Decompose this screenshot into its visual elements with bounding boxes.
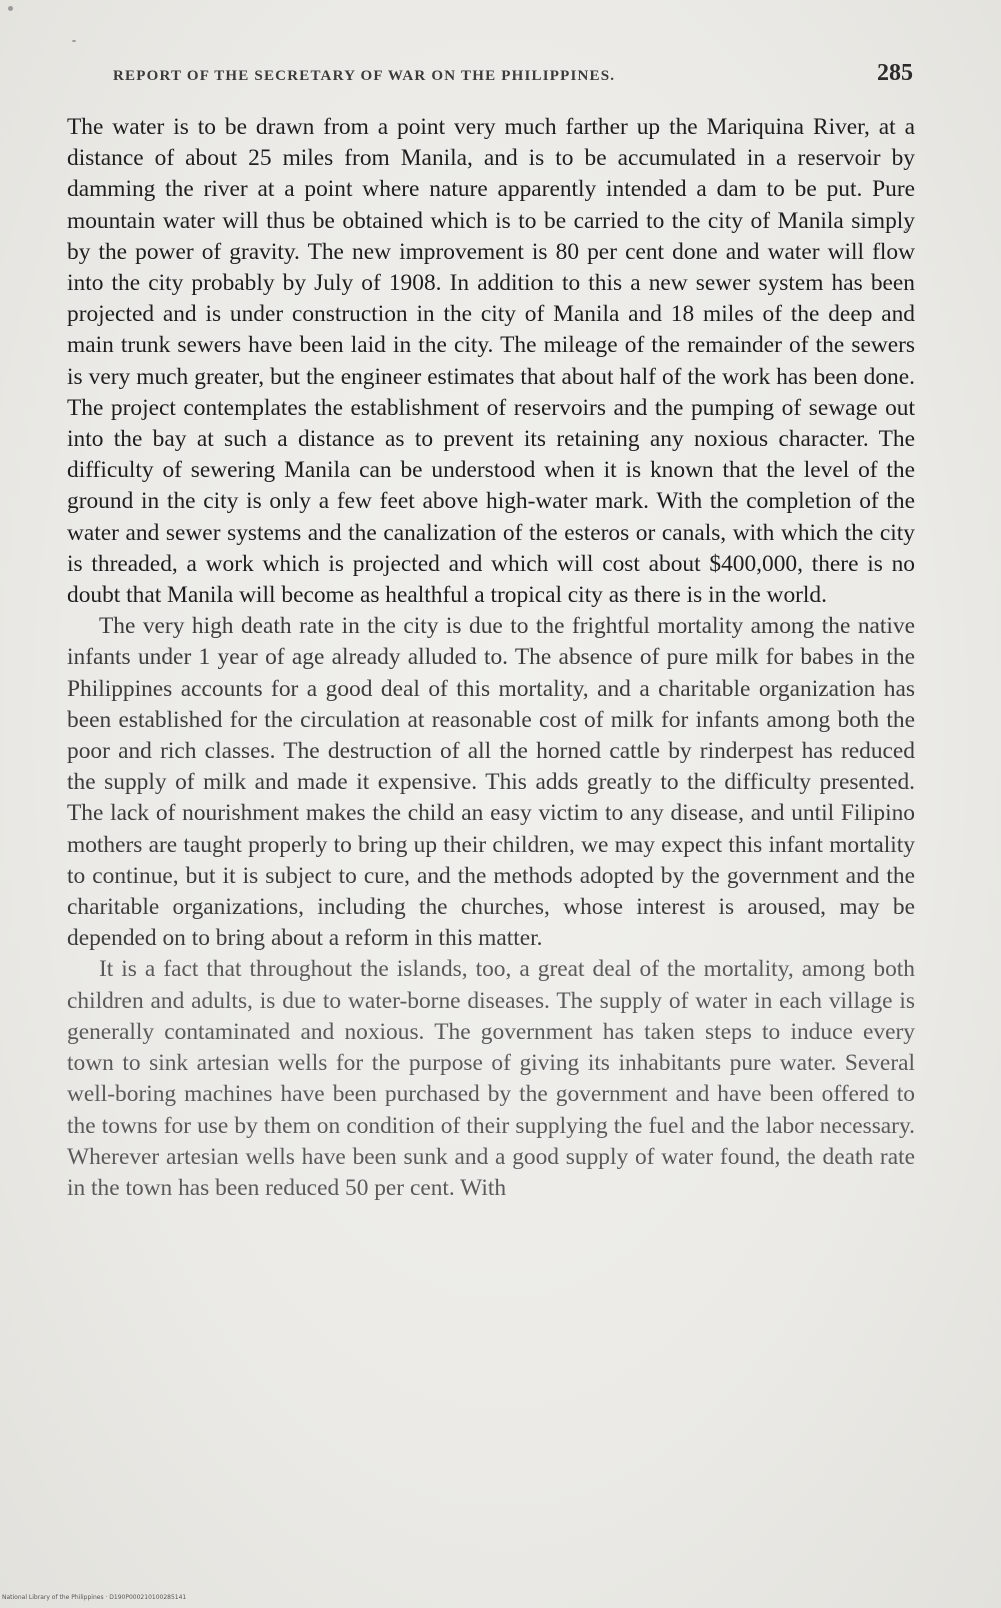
body-text [67, 112, 915, 1204]
scan-speck [72, 40, 76, 42]
paragraph: The very high death rate in the city is due to the frightful mortality among the native infants under 1 year of age already alluded to. The absence of pure milk for babes in the Philippines accounts for a good deal of this mortality, and a charitable organization has been established for the circulation at reasonable cost of milk for infants among both the poor and rich classes. The destruction of all the horned cattle by rinderpest has reduced the supply of milk and made it expensive. This adds greatly to the difficulty presented. The lack of nourishment makes the child an easy victim to any disease, and until Filipino mothers are taught properly to bring up their children, we may expect this infant mortality to continue, but it is subject to cure, and the methods adopted by the government and the charitable organizations, including the churches, whose interest is aroused, may be depended on to bring about a reform in this matter. [67, 613, 915, 952]
page-number: 285 [877, 60, 913, 86]
page-header [113, 60, 913, 96]
running-head: REPORT OF THE SECRETARY OF WAR ON THE PHILIPPINES. [113, 68, 616, 84]
paragraph: The water is to be drawn from a point very much farther up the Mariquina River, at a distance of about 25 miles from Manila, and is to be accumulated in a reservoir by damming the river at a point where nature apparently intended a dam to be put. Pure mountain water will thus be obtained which is to be carried to the city of Manila simply by the power of gravity. The new improvement is 80 per cent done and water will flow into the city probably by July of 1908. In addition to this a new sewer system has been projected and is under construction in the city of Manila and 18 miles of the deep and main trunk sewers have been laid in the city. The mileage of the remainder of the sewers is very much greater, but the engineer estimates that about half of the work has been done. The project contemplates the establishment of reservoirs and the pumping of sewage out into the bay at such a distance as to prevent its retaining any noxious character. The difficulty of sewering Manila can be understood when it is known that the level of the ground in the city is only a few feet above high-water mark. With the completion of the water and sewer systems and the canalization of the esteros or canals, with which the city is threaded, a work which is projected and which will cost about $400,000, there is no doubt that Manila will become as healthful a tropical city as there is in the world. [67, 114, 915, 609]
paragraph: It is a fact that throughout the islands, too, a great deal of the mortality, among both children and adults, is due to water-borne diseases. The supply of water in each village is generally contaminated and noxious. The government has taken steps to induce every town to sink artesian wells for the purpose of giving its inhabitants pure water. Several well-boring machines have been purchased by the government and have been offered to the towns for use by them on condition of their supplying the fuel and the labor necessary. Wherever artesian wells have been sunk and a good supply of water found, the death rate in the town has been reduced 50 per cent. With [67, 956, 915, 1201]
scan-speck [8, 6, 13, 11]
scan-source-footer: National Library of the Philippines · D190P000210100285141 [2, 1594, 187, 1601]
